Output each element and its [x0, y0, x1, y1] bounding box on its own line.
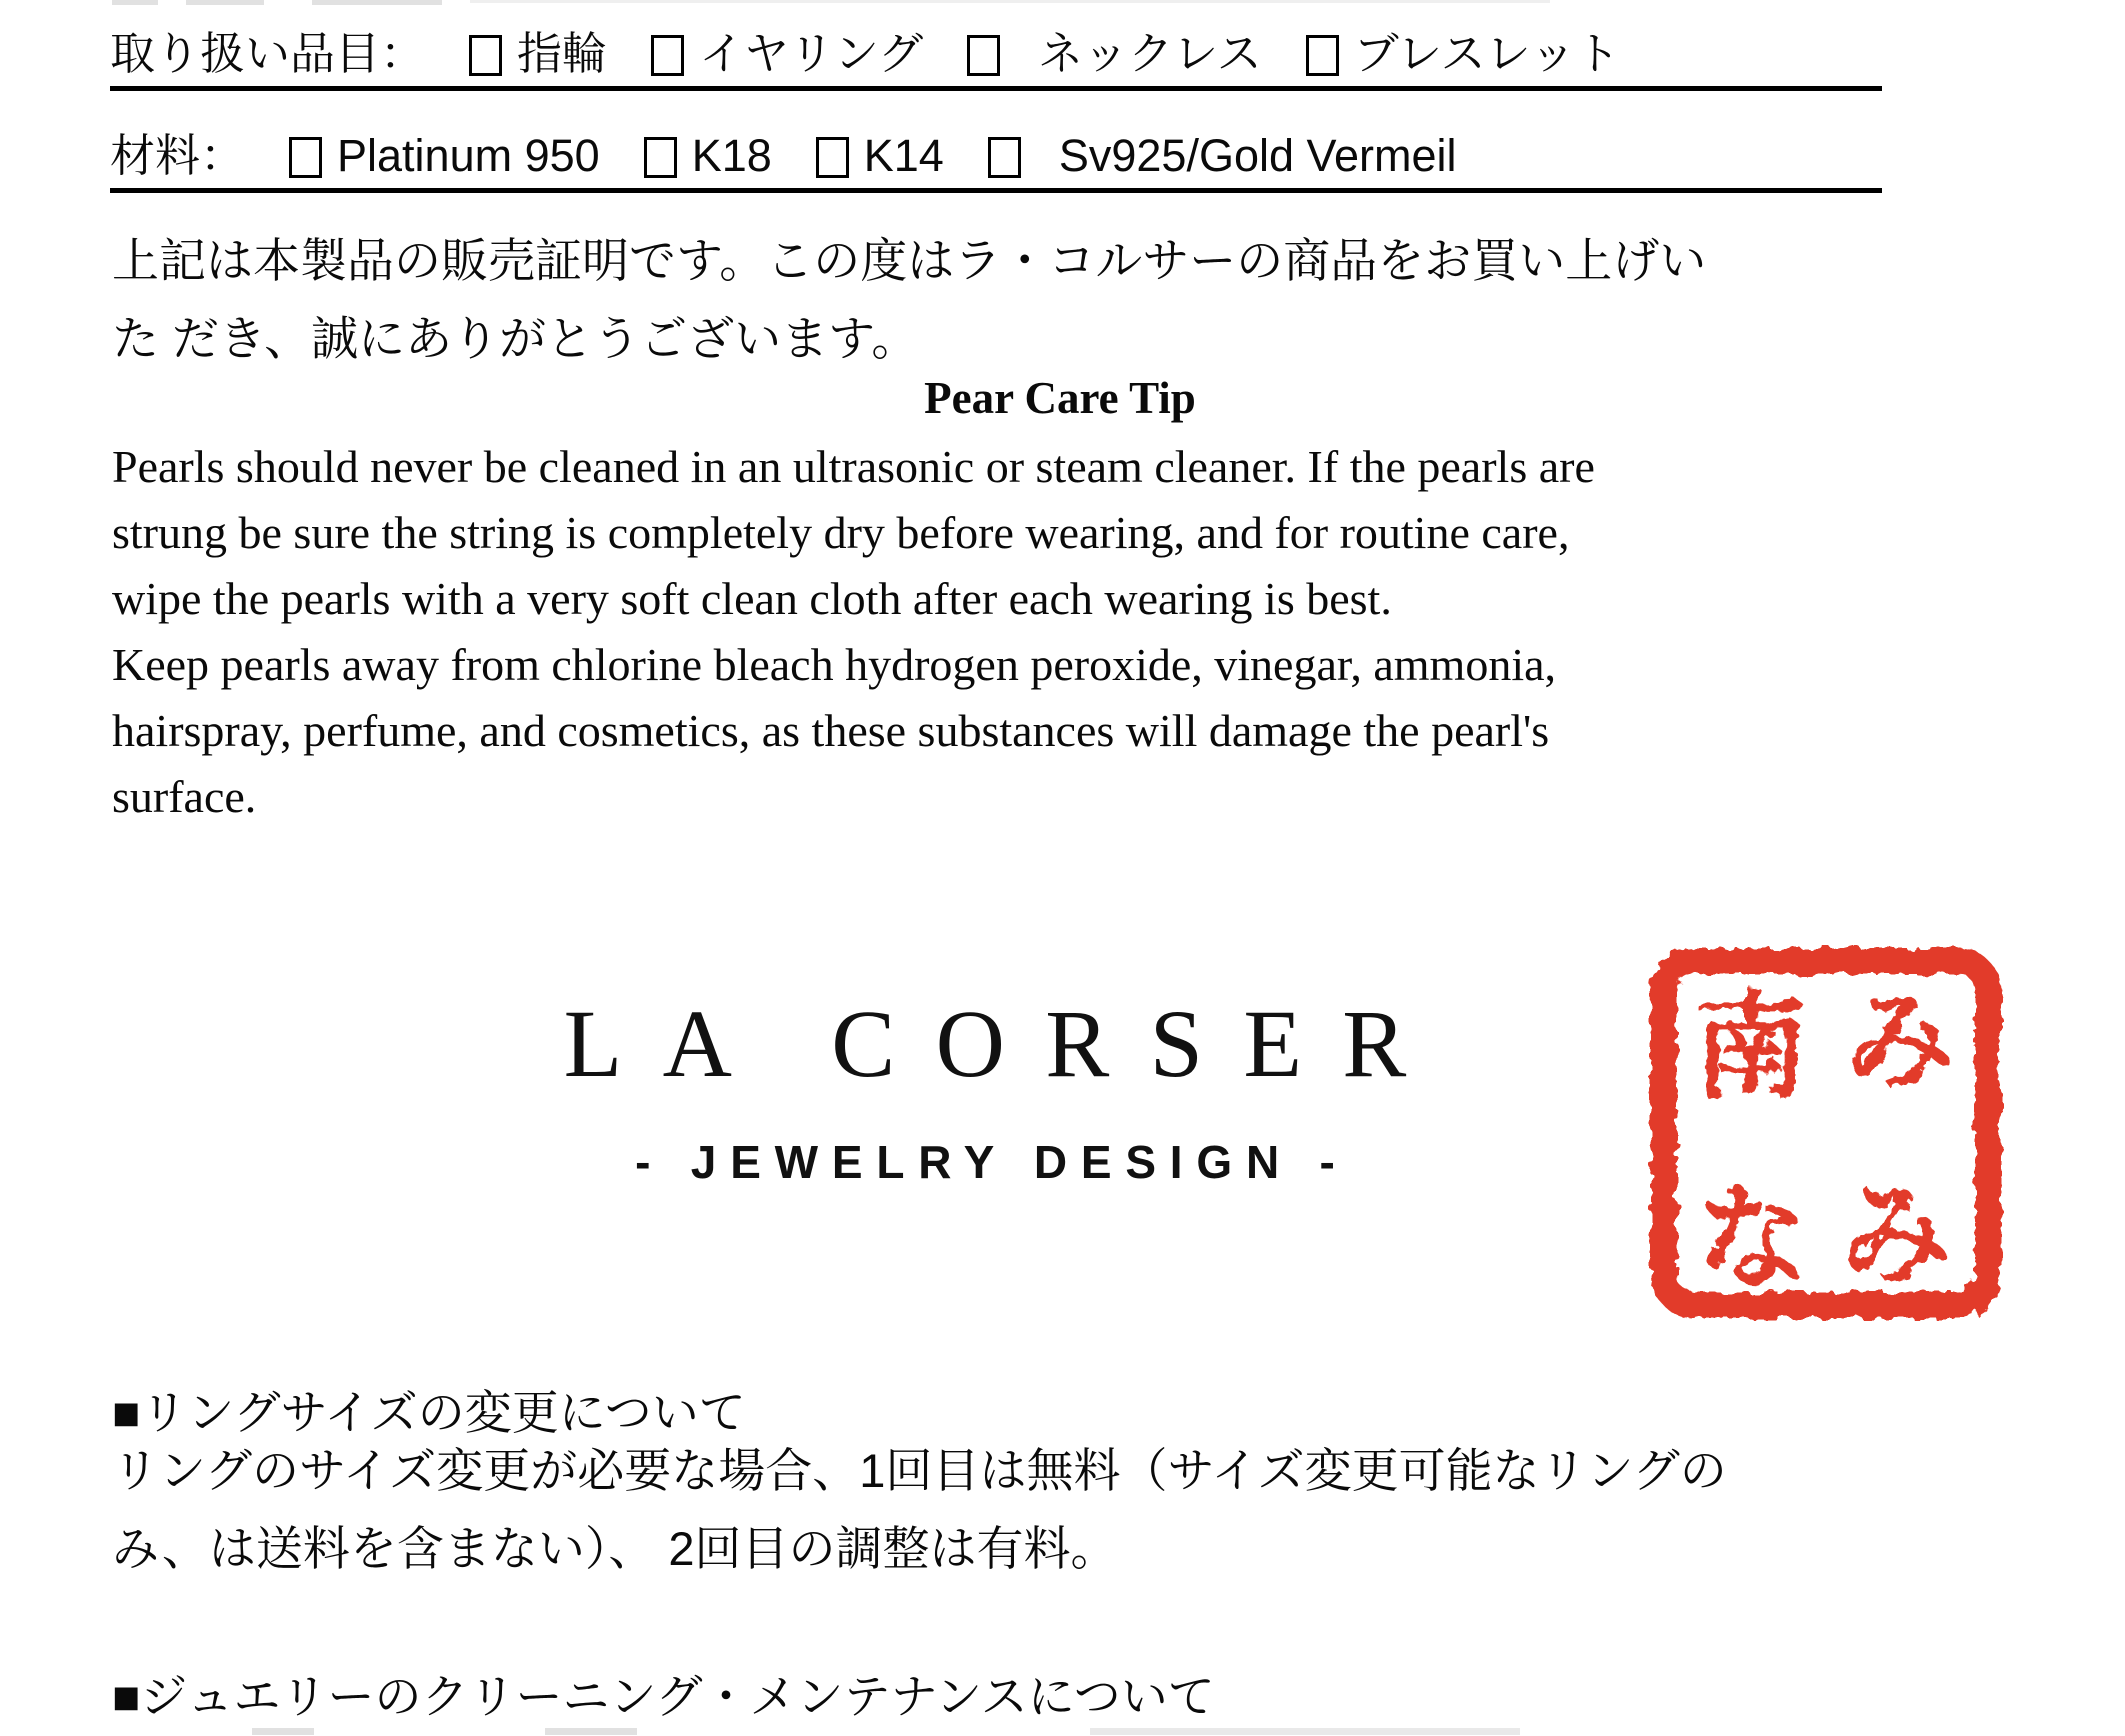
care-line: Pearls should never be cleaned in an ultrasonic or steam cleaner. If the pearls are	[112, 441, 1595, 492]
checkbox-ring	[469, 35, 502, 76]
handling-item-earring	[651, 28, 923, 79]
hanko-seal	[1648, 945, 2004, 1321]
care-line: Keep pearls away from chlorine bleach hydrogen peroxide, vinegar, ammonia,	[112, 639, 1557, 690]
material-k18	[644, 130, 772, 181]
cropped-line-fragment	[470, 0, 1550, 3]
material-k18-label: K18	[691, 130, 772, 181]
checkbox-k18	[644, 137, 677, 178]
checkbox-earring	[651, 35, 684, 76]
cropped-line-fragment	[112, 0, 158, 5]
handling-item-bracelet-label: ブレスレット	[1353, 28, 1621, 79]
care-line: strung be sure the string is completely dry before wearing, and for routine care,	[112, 507, 1570, 558]
checkbox-bracelet	[1306, 35, 1339, 76]
cropped-line-fragment	[252, 1728, 314, 1735]
checkbox-sv925	[988, 137, 1021, 178]
brand-tagline: - JEWELRY DESIGN -	[635, 1136, 1349, 1188]
handling-item-necklace	[967, 28, 1262, 79]
brand-logo	[420, 988, 1550, 1189]
checkbox-k14	[816, 137, 849, 178]
material-sv925-label: Sv925/Gold Vermeil	[1058, 130, 1457, 181]
seal-char-bottom-right: み	[1840, 1172, 1952, 1297]
ring-section-line-2: み、は送料を含まない）、 2回目の調整は有料。	[112, 1522, 1118, 1575]
ring-section-heading: ■リングサイズの変更について	[112, 1386, 746, 1439]
handling-item-bracelet	[1306, 28, 1620, 79]
cropped-line-fragment	[312, 0, 442, 5]
cropped-line-fragment	[186, 0, 264, 5]
handling-item-ring-label: 指輪	[517, 28, 608, 79]
care-line: hairspray, perfume, and cosmetics, as these substances will damage the pearl's	[112, 705, 1550, 756]
handling-item-earring-label: イヤリング	[699, 28, 924, 79]
intro-line-2: た だき、誠にありがとうございます。	[112, 312, 919, 365]
care-line: surface.	[112, 771, 257, 822]
care-line: wipe the pearls with a very soft clean cloth after each wearing is best.	[112, 573, 1392, 624]
seal-char-bottom-left: な	[1697, 1176, 1809, 1301]
hanko-seal-image	[1648, 945, 2004, 1321]
material-platinum	[289, 130, 600, 181]
care-paragraph	[112, 434, 2032, 830]
cleaning-section-heading: ■ジュエリーのクリーニング・メンテナンスについて	[112, 1670, 1215, 1723]
material-platinum-label: Platinum 950	[337, 130, 600, 181]
checkbox-platinum	[289, 137, 322, 178]
handling-item-ring	[469, 28, 607, 79]
handling-items-row	[110, 26, 1882, 91]
materials-label: 材料：	[110, 130, 246, 181]
cropped-line-fragment	[545, 1728, 637, 1735]
intro-line-1: 上記は本製品の販売証明です。この度はラ・コルサーの商品をお買い上げい	[112, 234, 1707, 287]
seal-char-top-right: み	[1844, 978, 1956, 1103]
materials-row	[110, 128, 1882, 193]
intro-paragraph	[112, 222, 1706, 378]
material-k14	[816, 130, 944, 181]
cropped-line-fragment	[1090, 1728, 1520, 1735]
care-title: Pear Care Tip	[924, 373, 1196, 423]
handling-items-label: 取り扱い品目：	[110, 28, 426, 79]
ring-section-line-1: リングのサイズ変更が必要な場合、1回目は無料（サイズ変更可能なリングの	[112, 1444, 1727, 1497]
brand-name: LA CORSER	[563, 990, 1447, 1097]
handling-item-necklace-label: ネックレス	[1038, 28, 1262, 79]
material-sv925	[988, 130, 1457, 181]
ring-section-body	[112, 1432, 1727, 1588]
checkbox-necklace	[967, 35, 1000, 76]
seal-char-top-left: 南	[1693, 982, 1809, 1112]
material-k14-label: K14	[863, 130, 944, 181]
